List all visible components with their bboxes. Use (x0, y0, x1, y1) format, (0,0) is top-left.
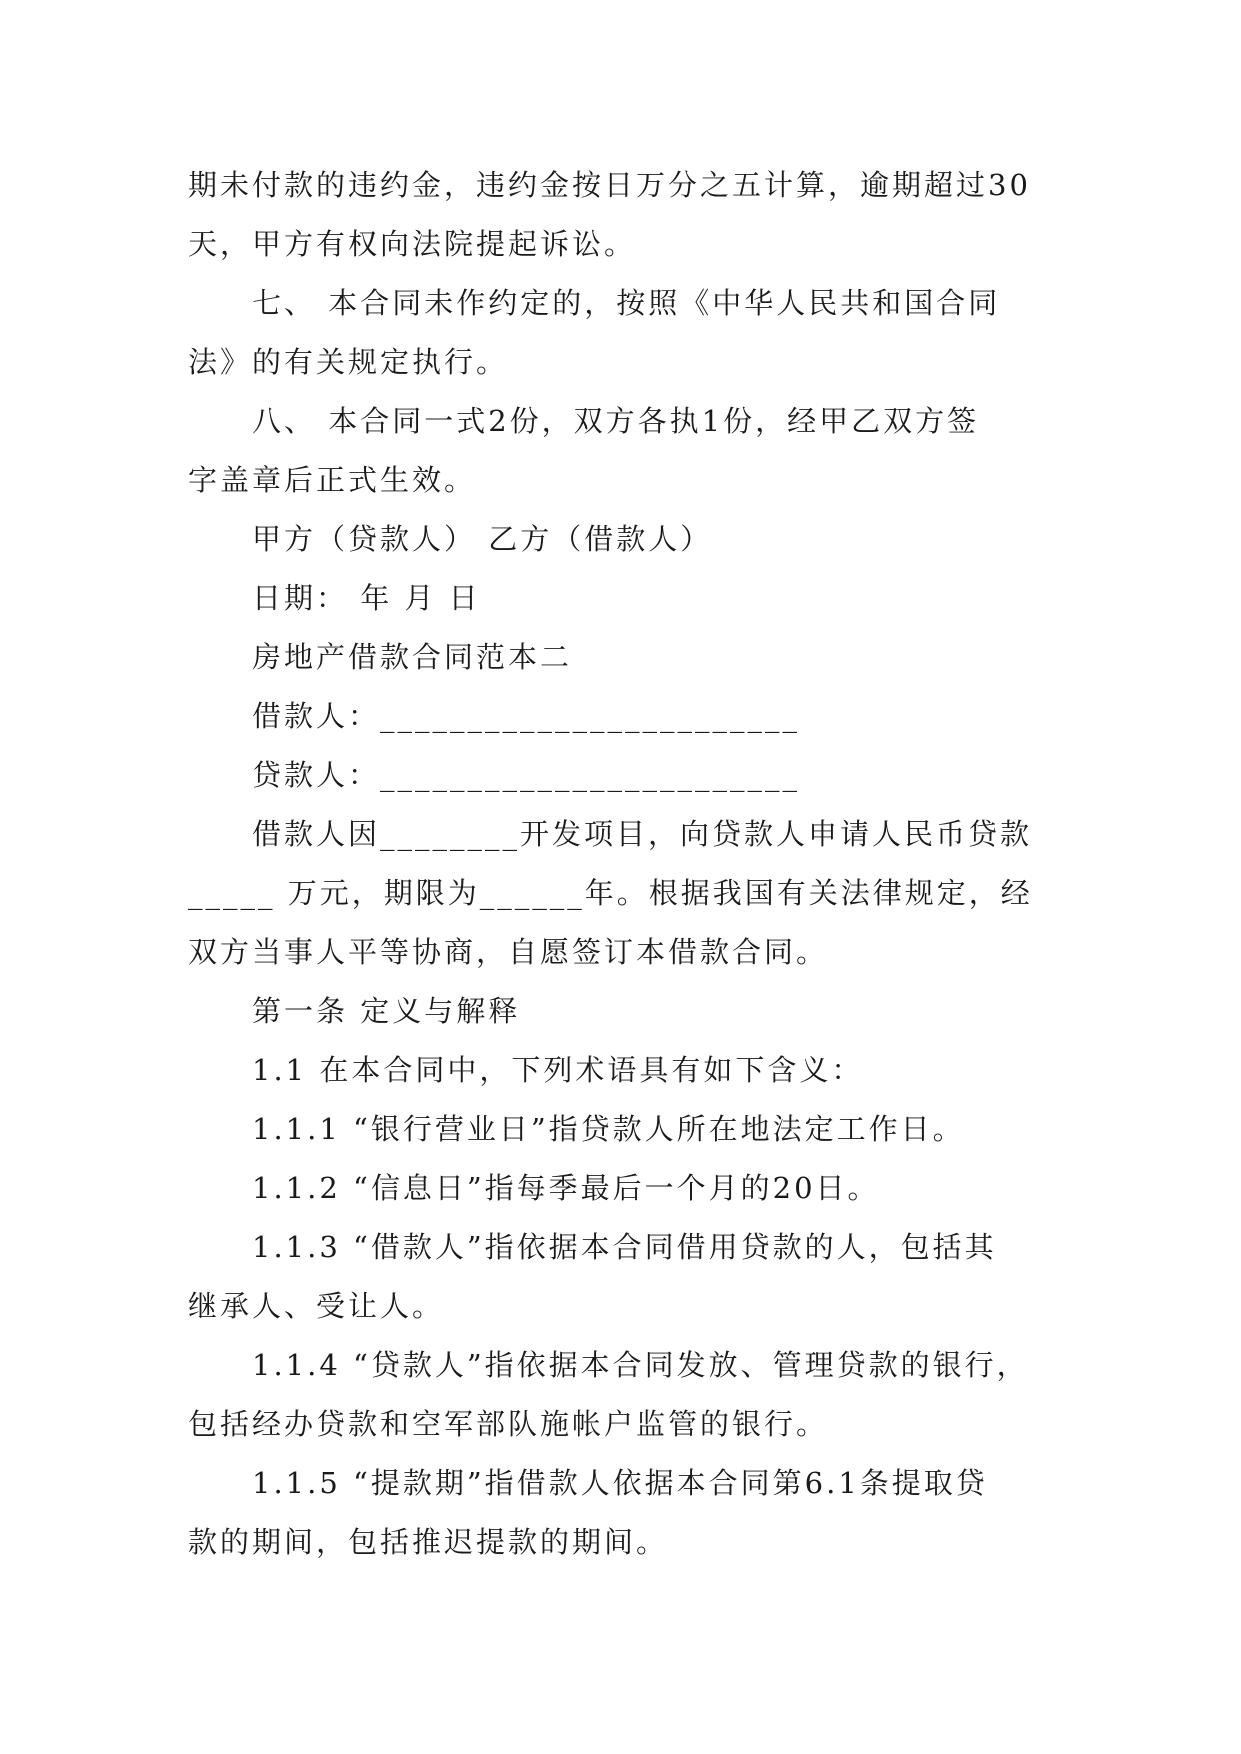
text-line: 1.1.4 “贷款人”指依据本合同发放、管理贷款的银行， (252, 1348, 1029, 1382)
text-line: 1.1 在本合同中，下列术语具有如下含义： (252, 1053, 864, 1087)
text-line: 继承人、受让人。 (188, 1289, 445, 1323)
text-line: 1.1.3 “借款人”指依据本合同借用贷款的人，包括其 (252, 1230, 997, 1264)
lender-field: 贷款人：________________________ (252, 758, 801, 792)
text-line: 法》的有关规定执行。 (188, 345, 509, 379)
clause-eight: 八、 本合同一式2份，双方各执1份，经甲乙双方签 (252, 404, 980, 438)
signature-date: 日期： 年 月 日 (252, 581, 481, 615)
text-line: 1.1.2 “信息日”指每季最后一个月的20日。 (252, 1171, 880, 1205)
text-line: 双方当事人平等协商，自愿签订本借款合同。 (188, 935, 829, 969)
text-line: 借款人因________开发项目，向贷款人申请人民币贷款 (252, 817, 1033, 851)
text-line: 期未付款的违约金，违约金按日万分之五计算，逾期超过30 (188, 168, 1031, 202)
signature-parties: 甲方（贷款人） 乙方（借款人） (252, 522, 713, 556)
borrower-field: 借款人：________________________ (252, 699, 801, 733)
article-heading: 第一条 定义与解释 (252, 994, 521, 1028)
section-heading: 房地产借款合同范本二 (252, 640, 573, 674)
text-line: 包括经办贷款和空军部队施帐户监管的银行。 (188, 1407, 829, 1441)
text-line: 1.1.5 “提款期”指借款人依据本合同第6.1条提取贷 (252, 1466, 988, 1500)
text-line: 天，甲方有权向法院提起诉讼。 (188, 227, 637, 261)
clause-seven: 七、 本合同未作约定的，按照《中华人民共和国合同 (252, 286, 1001, 320)
text-line: _____ 万元，期限为______年。根据我国有关法律规定，经 (188, 876, 1033, 910)
text-line: 字盖章后正式生效。 (188, 463, 477, 497)
document-body (188, 156, 1058, 1572)
text-line: 款的期间，包括推迟提款的期间。 (188, 1525, 669, 1559)
text-line: 1.1.1 “银行营业日”指贷款人所在地法定工作日。 (252, 1112, 965, 1146)
